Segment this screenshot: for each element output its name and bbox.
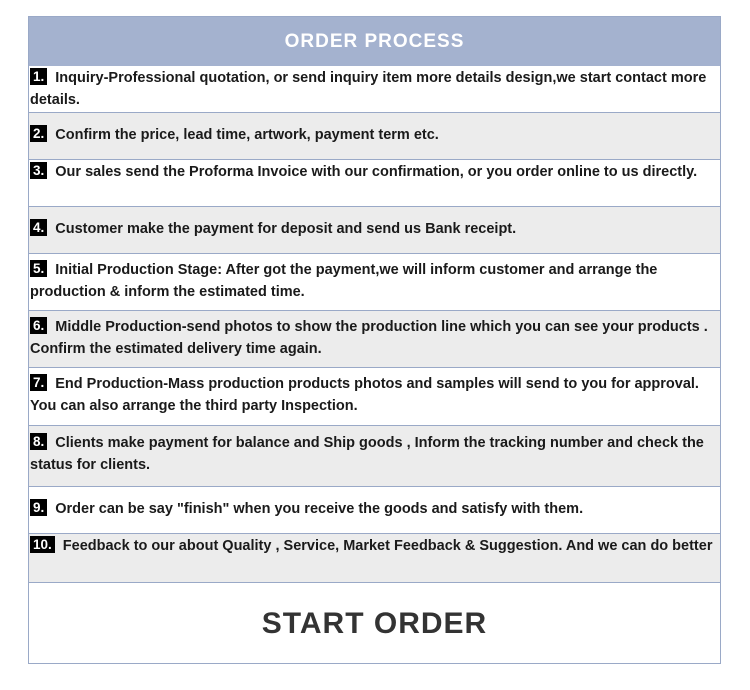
step-number: 5. <box>30 260 47 277</box>
step-7 <box>29 368 720 426</box>
step-text: Customer make the payment for deposit and send us Bank receipt. <box>55 221 517 237</box>
step-text: Order can be say "finish" when you receive the goods and satisfy with them. <box>55 501 584 517</box>
step-number: 6. <box>30 317 47 334</box>
step-2 <box>29 113 720 160</box>
step-text: Initial Production Stage: After got the payment,we will inform customer and arrange the production & inform the estimated time. <box>30 262 658 300</box>
start-order-button[interactable] <box>29 583 720 664</box>
step-10 <box>29 534 720 583</box>
step-text: Our sales send the Proforma Invoice with our confirmation, or you order online to us directly. <box>55 164 698 180</box>
step-1 <box>29 66 720 113</box>
step-number: 10. <box>30 536 55 553</box>
step-number: 4. <box>30 219 47 236</box>
step-text: Clients make payment for balance and Ship goods , Inform the tracking number and check the status for clients. <box>30 435 704 473</box>
step-9 <box>29 487 720 534</box>
step-number: 1. <box>30 68 47 85</box>
start-order-label: START ORDER <box>261 607 488 640</box>
step-number: 9. <box>30 499 47 516</box>
step-text: Inquiry-Professional quotation, or send inquiry item more details design,we start contact more details. <box>30 70 707 108</box>
step-3 <box>29 160 720 207</box>
step-number: 3. <box>30 162 47 179</box>
step-text: Feedback to our about Quality , Service, Market Feedback & Suggestion. And we can do better <box>62 538 713 554</box>
step-5 <box>29 254 720 311</box>
order-process-header <box>29 17 720 66</box>
order-process-panel <box>28 16 721 664</box>
step-text: Confirm the price, lead time, artwork, payment term etc. <box>55 127 439 143</box>
step-6 <box>29 311 720 368</box>
page-title: ORDER PROCESS <box>284 30 465 52</box>
step-text: Middle Production-send photos to show the production line which you can see your products . Confirm the estimated delivery time again. <box>30 319 708 357</box>
step-text: End Production-Mass production products photos and samples will send to you for approval. You can also arrange the third party Inspection. <box>30 376 699 414</box>
step-8 <box>29 426 720 487</box>
step-number: 2. <box>30 125 47 142</box>
step-4 <box>29 207 720 254</box>
step-number: 8. <box>30 433 47 450</box>
step-number: 7. <box>30 374 47 391</box>
